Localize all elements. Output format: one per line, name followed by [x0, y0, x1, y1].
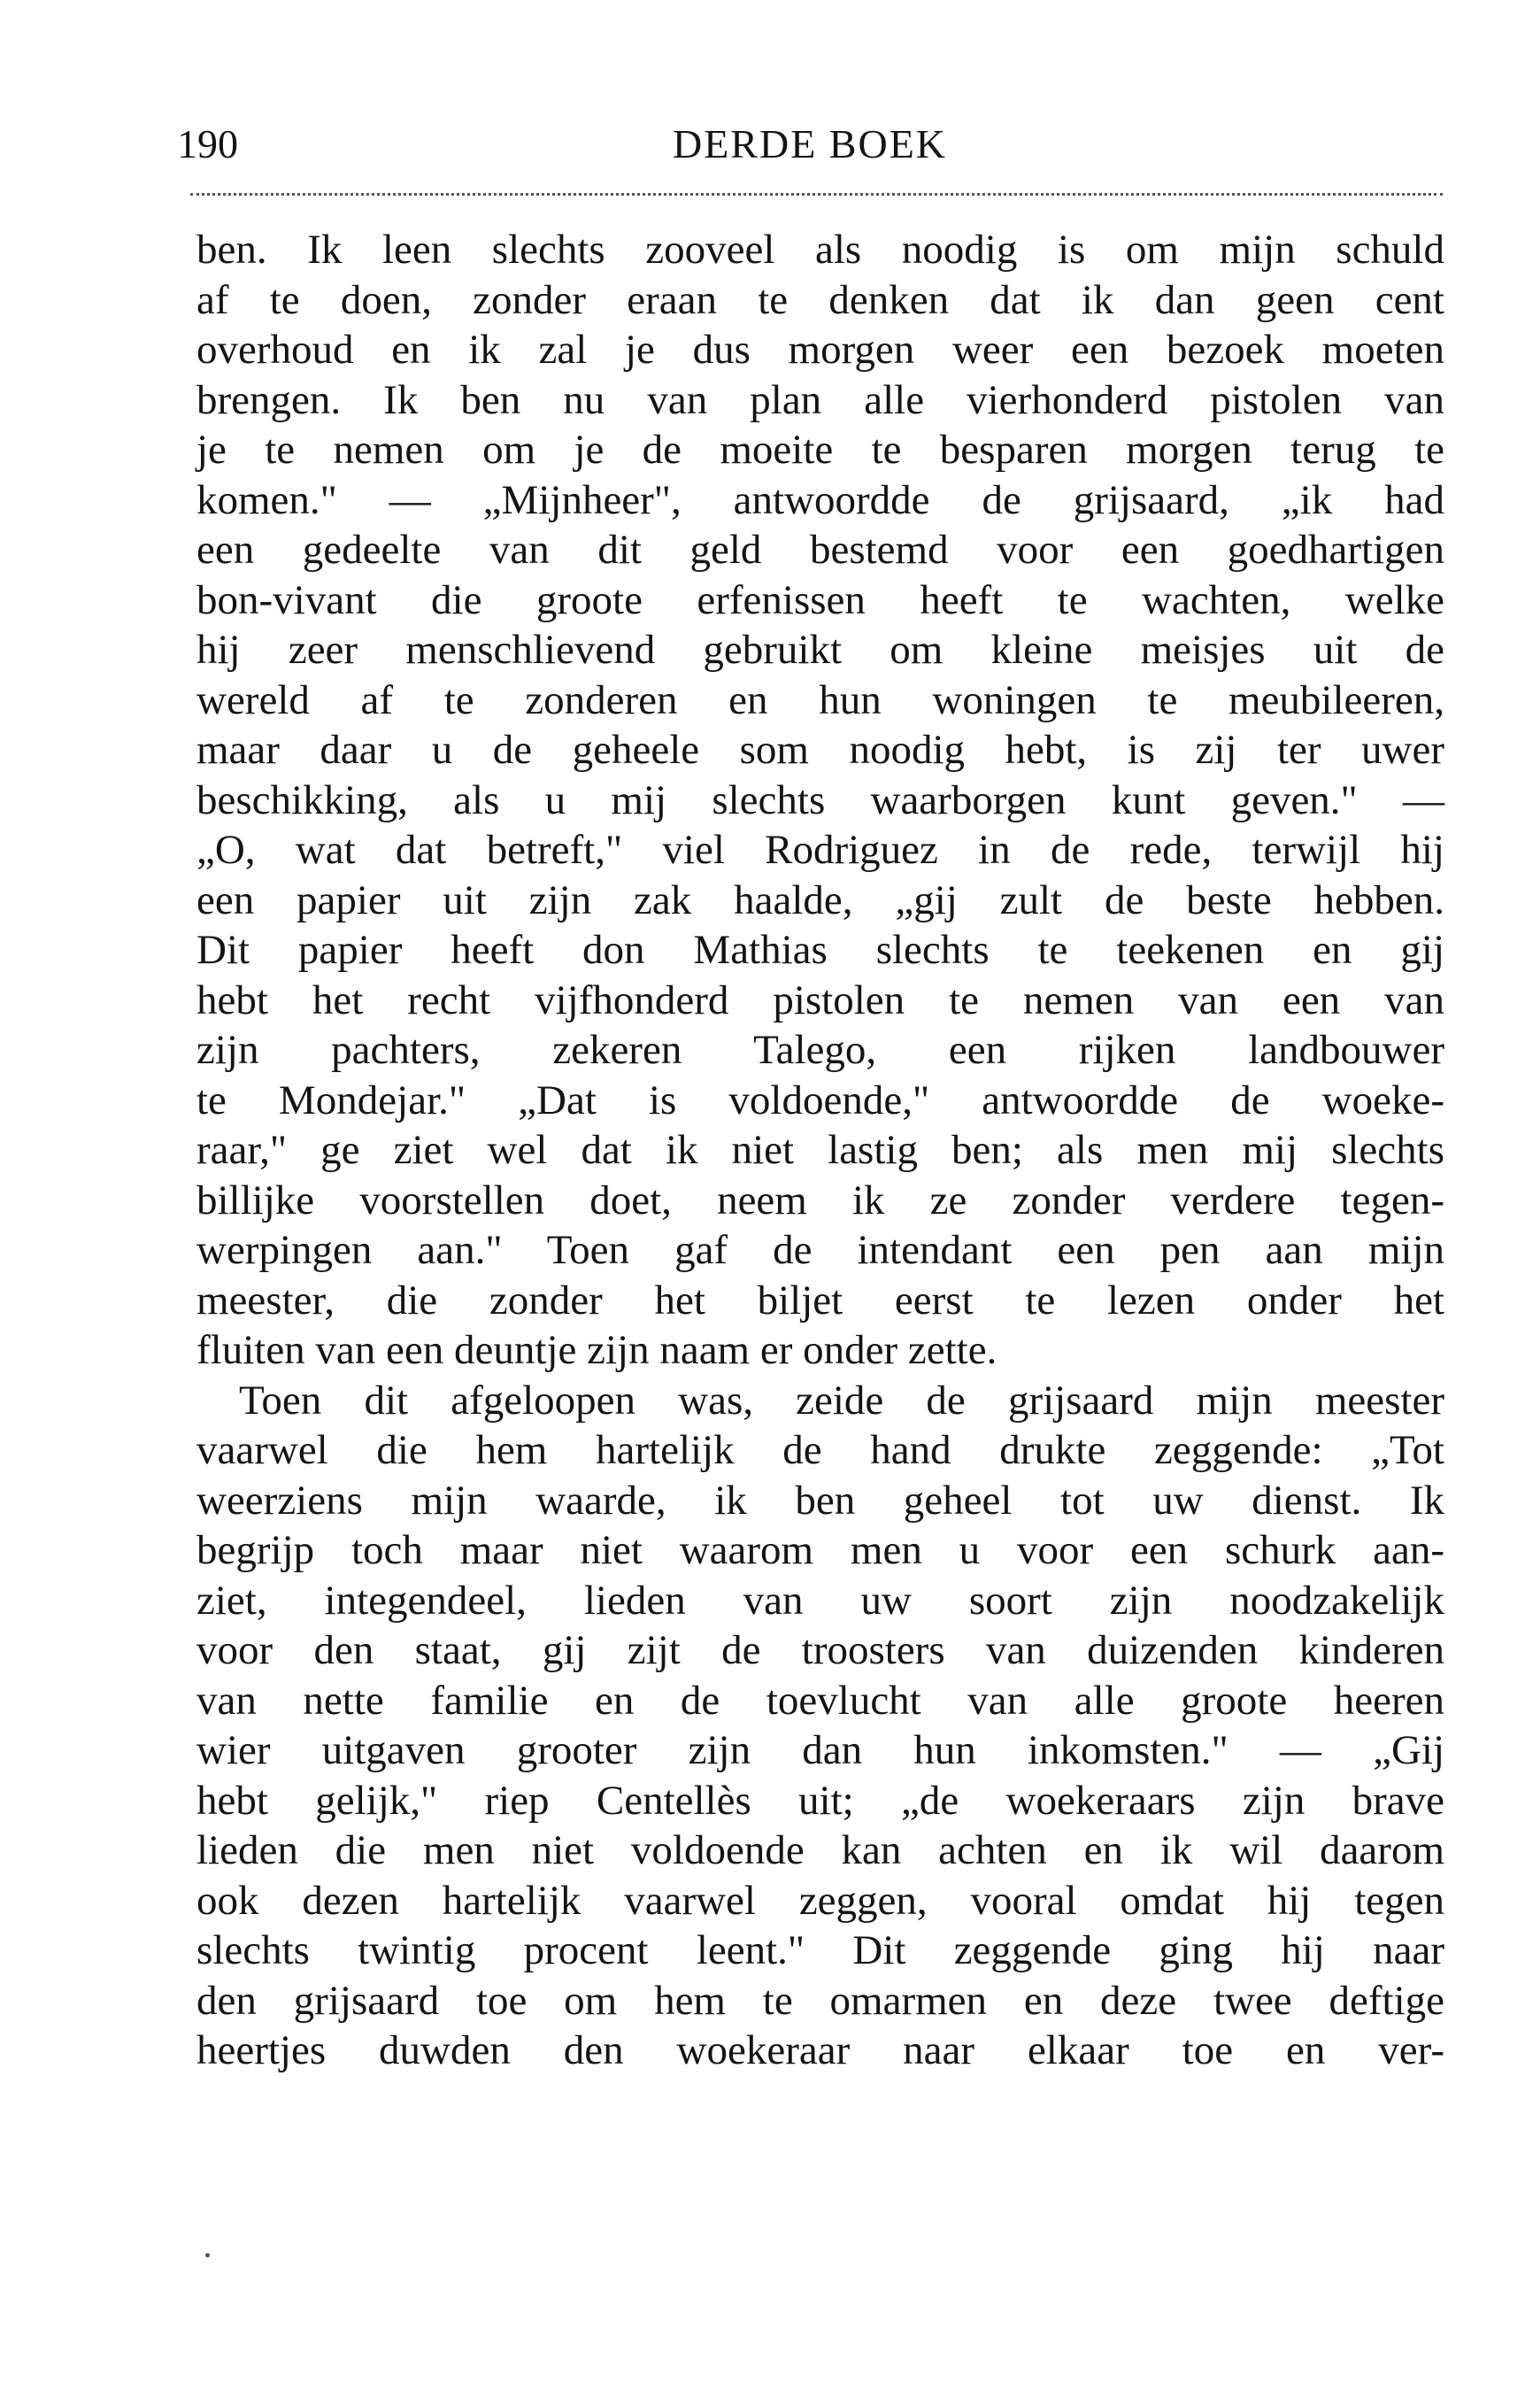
text-line: slechts twintig procent leent." Dit zeggende ging hij naar [196, 1927, 1444, 1973]
text-line: ook dezen hartelijk vaarwel zeggen, vooral omdat hij tegen [196, 1877, 1444, 1924]
text-line: een papier uit zijn zak haalde, „gij zult de beste hebben. [196, 876, 1444, 923]
text-line: werpingen aan." Toen gaf de intendant een pen aan mijn [196, 1227, 1444, 1273]
text-line: overhoud en ik zal je dus morgen weer een bezoek moeten [196, 327, 1444, 373]
text-line: fluiten van een deuntje zijn naam er onder zette. [196, 1327, 997, 1373]
text-line: heertjes duwden den woekeraar naar elkaar toe en ver- [196, 2027, 1444, 2073]
paragraph-1 [196, 225, 1444, 1376]
paragraph-2 [196, 1376, 1444, 2076]
text-line: den grijsaard toe om hem te omarmen en deze twee deftige [196, 1977, 1444, 2024]
text-line: meester, die zonder het biljet eerst te lezen onder het [196, 1277, 1444, 1324]
text-line: vaarwel die hem hartelijk de hand drukte zeggende: „Tot [196, 1427, 1444, 1473]
body-text [196, 225, 1444, 2076]
text-line: wereld af te zonderen en hun woningen te meubileeren, [196, 676, 1444, 723]
text-line: lieden die men niet voldoende kan achten en ik wil daarom [196, 1827, 1444, 1873]
text-line: hebt gelijk," riep Centellès uit; „de woekeraars zijn brave [196, 1777, 1444, 1824]
text-line: Dit papier heeft don Mathias slechts te teekenen en gij [196, 927, 1444, 973]
text-line: hij zeer menschlievend gebruikt om kleine meisjes uit de [196, 627, 1444, 673]
text-line: begrijp toch maar niet waarom men u voor een schurk aan- [196, 1527, 1444, 1573]
text-line: „O, wat dat betreft," viel Rodriguez in de rede, terwijl hij [196, 827, 1444, 873]
text-line: maar daar u de geheele som noodig hebt, is zij ter uwer [196, 727, 1444, 773]
text-line: af te doen, zonder eraan te denken dat ik dan geen cent [196, 276, 1444, 323]
text-line: weerziens mijn waarde, ik ben geheel tot uw dienst. Ik [196, 1477, 1444, 1524]
text-line: wier uitgaven grooter zijn dan hun inkomsten." — „Gij [196, 1727, 1444, 1773]
text-line: een gedeelte van dit geld bestemd voor een goedhartigen [196, 527, 1444, 573]
text-line: ben. Ik leen slechts zooveel als noodig is om mijn schuld [196, 227, 1444, 273]
text-line: beschikking, als u mij slechts waarborgen kunt geven." — [196, 776, 1444, 823]
text-line: raar," ge ziet wel dat ik niet lastig ben; als men mij slechts [196, 1127, 1444, 1173]
running-head: DERDE BOEK [672, 121, 948, 166]
text-line: voor den staat, gij zijt de troosters van duizenden kinderen [196, 1627, 1444, 1673]
text-line: Toen dit afgeloopen was, zeide de grijsaard mijn meester [239, 1377, 1444, 1424]
text-line: bon-vivant die groote erfenissen heeft te wachten, welke [196, 576, 1444, 623]
text-line: komen." — „Mijnheer", antwoordde de grijsaard, „ik had [196, 476, 1444, 523]
page-number: 190 [177, 121, 238, 166]
text-line: ziet, integendeel, lieden van uw soort zijn noodzakelijk [196, 1577, 1444, 1624]
print-speck [205, 2253, 210, 2258]
text-line: van nette familie en de toevlucht van alle groote heeren [196, 1677, 1444, 1724]
page-header [177, 113, 1443, 175]
text-line: je te nemen om je de moeite te besparen morgen terug te [196, 427, 1444, 473]
text-line: zijn pachters, zekeren Talego, een rijken landbouwer [196, 1027, 1444, 1073]
text-line: brengen. Ik ben nu van plan alle vierhonderd pistolen van [196, 376, 1444, 423]
text-line: te Mondejar." „Dat is voldoende," antwoordde de woeke- [196, 1077, 1444, 1123]
text-line: billijke voorstellen doet, neem ik ze zonder verdere tegen- [196, 1177, 1444, 1223]
header-dotted-rule [190, 193, 1443, 196]
text-line: hebt het recht vijfhonderd pistolen te nemen van een van [196, 976, 1444, 1023]
